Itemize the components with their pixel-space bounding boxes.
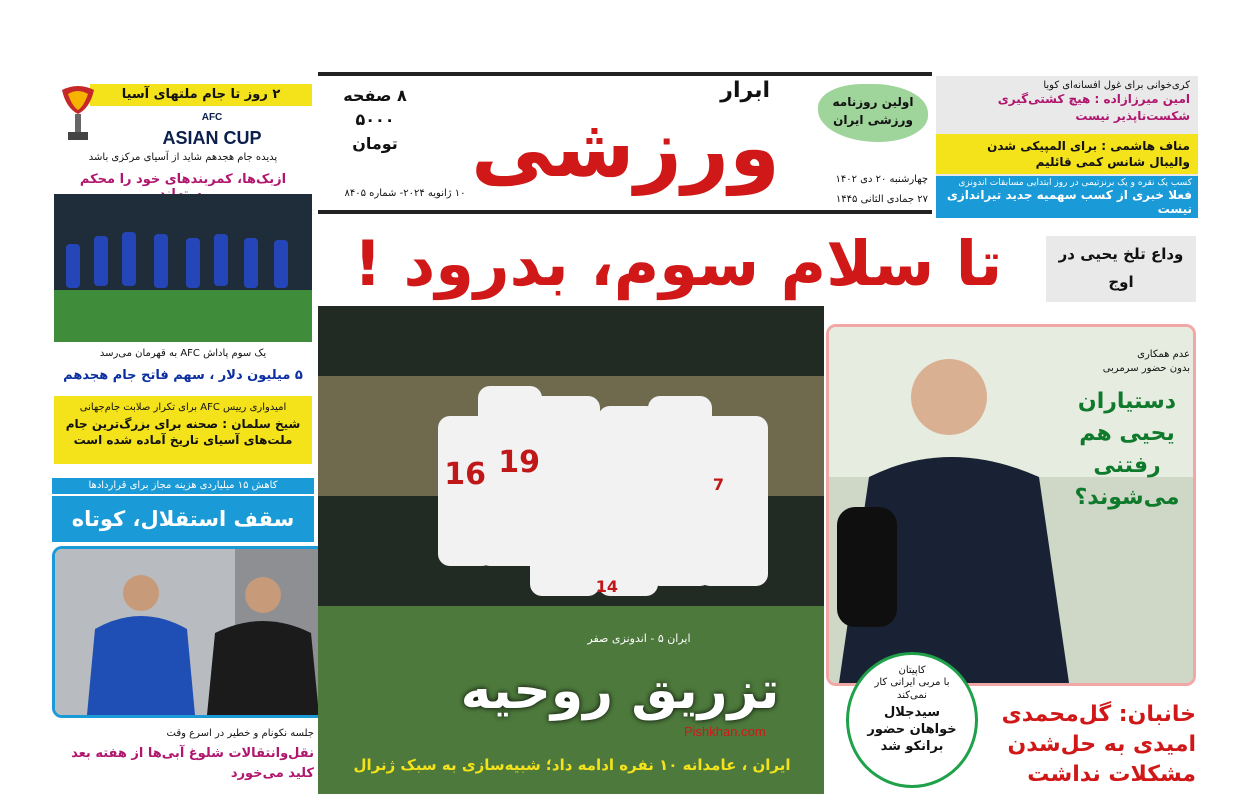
tagline-badge: اولین روزنامه ورزشی ایران bbox=[818, 84, 928, 142]
brief2-title: مناف هاشمی : برای المپیکی شدن والیبال شانس کمی قائلیم bbox=[936, 134, 1198, 174]
masthead-pages-price bbox=[330, 84, 420, 156]
newspaper-logo bbox=[471, 74, 780, 204]
right-kicker1: عدم همکاری bbox=[1137, 349, 1190, 360]
photo-caption: ایران ۵ - اندونزی صفر bbox=[587, 632, 691, 645]
date-fa: چهارشنبه ۲۰ دی ۱۴۰۲ bbox=[835, 174, 928, 185]
coaches-kicker: جلسه نکونام و خطیر در اسرع وقت bbox=[166, 728, 314, 739]
sub-headline: تزریق روحیه bbox=[460, 661, 780, 721]
story3-kicker: امیدواری رییس AFC برای تکرار صلابت جام‌جهانی bbox=[79, 402, 287, 413]
story1-kicker: پدیده جام هجدهم شاید از آسیای مرکزی باشد bbox=[88, 152, 278, 163]
circle-story bbox=[846, 652, 978, 788]
story2-kicker: یک سوم پاداش AFC به قهرمان می‌رسد bbox=[99, 348, 267, 359]
logo-big: ورزشی bbox=[471, 101, 780, 196]
right-kicker2: بدون حضور سرمربی bbox=[1102, 363, 1190, 374]
esteghlal-kicker: کاهش ۱۵ میلیاردی هزینه مجاز برای قراردادها bbox=[52, 478, 314, 494]
right-top-briefs bbox=[936, 76, 1198, 218]
watermark: Pishkhan.com bbox=[684, 724, 766, 739]
right-story-title: دستیاران یحیی هم رفتنی می‌شوند؟ bbox=[1074, 389, 1180, 510]
main-headline: تا سلام سوم، بدرود ! bbox=[353, 227, 1003, 300]
brief1-kicker: کری‌خوانی برای غول افسانه‌ای کوبا bbox=[1043, 80, 1190, 91]
story2-title: ۵ میلیون دلار ، سهم فاتح جام هجدهم bbox=[63, 368, 303, 383]
afc-column bbox=[52, 78, 314, 468]
right-story-kickers bbox=[1100, 348, 1190, 376]
jersey-number: 16 bbox=[444, 457, 486, 492]
circle-line1: کاپیتان bbox=[898, 665, 926, 676]
circle-title: سیدجلال خواهان حضور برانکو شد bbox=[867, 705, 957, 754]
brief3-kicker: کسب یک نقره و یک برنز‌تیمی در روز ابتدایی مسابقات اندونزی bbox=[958, 178, 1192, 188]
jersey-number: 14 bbox=[595, 577, 618, 596]
khanban-headline: خانبان: گل‌محمدی امیدی به حل‌شدن مشکلات نداشت bbox=[1001, 702, 1196, 787]
jersey-number: 19 bbox=[498, 445, 540, 480]
masthead-rule-bottom bbox=[318, 210, 932, 214]
date-en: ۱۰ ژانویه ۲۰۲۴- شماره ۸۴۰۵ bbox=[344, 188, 466, 199]
brief1-title: امین میرزازاده : هیچ کشتی‌گیری شکست‌ناپذیر نیست bbox=[997, 92, 1190, 123]
story3-box bbox=[54, 396, 312, 464]
afc-trophy-icon bbox=[56, 84, 100, 146]
uzbekistan-team-photo bbox=[54, 194, 312, 342]
logo-small: ابرار bbox=[720, 78, 770, 103]
dates bbox=[820, 170, 928, 210]
circle-line2: با مربی ایرانی کار نمی‌کند bbox=[874, 677, 950, 701]
afc-logo-text: AFC ASIAN CUP bbox=[162, 112, 262, 148]
deck: ایران ، عامدانه ۱۰ نفره ادامه داد؛ شبیه‌سازی به سبک ژنرال bbox=[353, 756, 791, 774]
price: ۵۰۰۰ تومان bbox=[352, 110, 398, 153]
story1-title: ازبک‌ها، کمربندهای خود را محکم bbox=[79, 172, 287, 187]
esteghlal-title: سقف استقلال، کوتاه bbox=[52, 496, 314, 542]
date-hijri: ۲۷ جمادی الثانی ۱۴۴۵ bbox=[835, 194, 928, 205]
story3-title: شیخ سلمان : صحنه برای بزرگ‌ترین جام ملت‌های آسیای تاریخ آماده شده است bbox=[65, 417, 301, 447]
coaches-title: نقل‌وانتقالات شلوغ آبی‌ها از هفته بعد کلید می‌خورد bbox=[71, 746, 314, 781]
side-title-yahya: وداع تلخ یحیی در اوج bbox=[1046, 236, 1196, 302]
jersey-number: 7 bbox=[712, 475, 724, 494]
pages-count: ۸ صفحه bbox=[343, 86, 407, 105]
afc-column-header: ۲ روز تا جام ملتهای آسیا bbox=[90, 84, 312, 106]
brief3-title: فعلا خبری از کسب سهمیه جدید تیراندازی نیست bbox=[946, 188, 1192, 216]
